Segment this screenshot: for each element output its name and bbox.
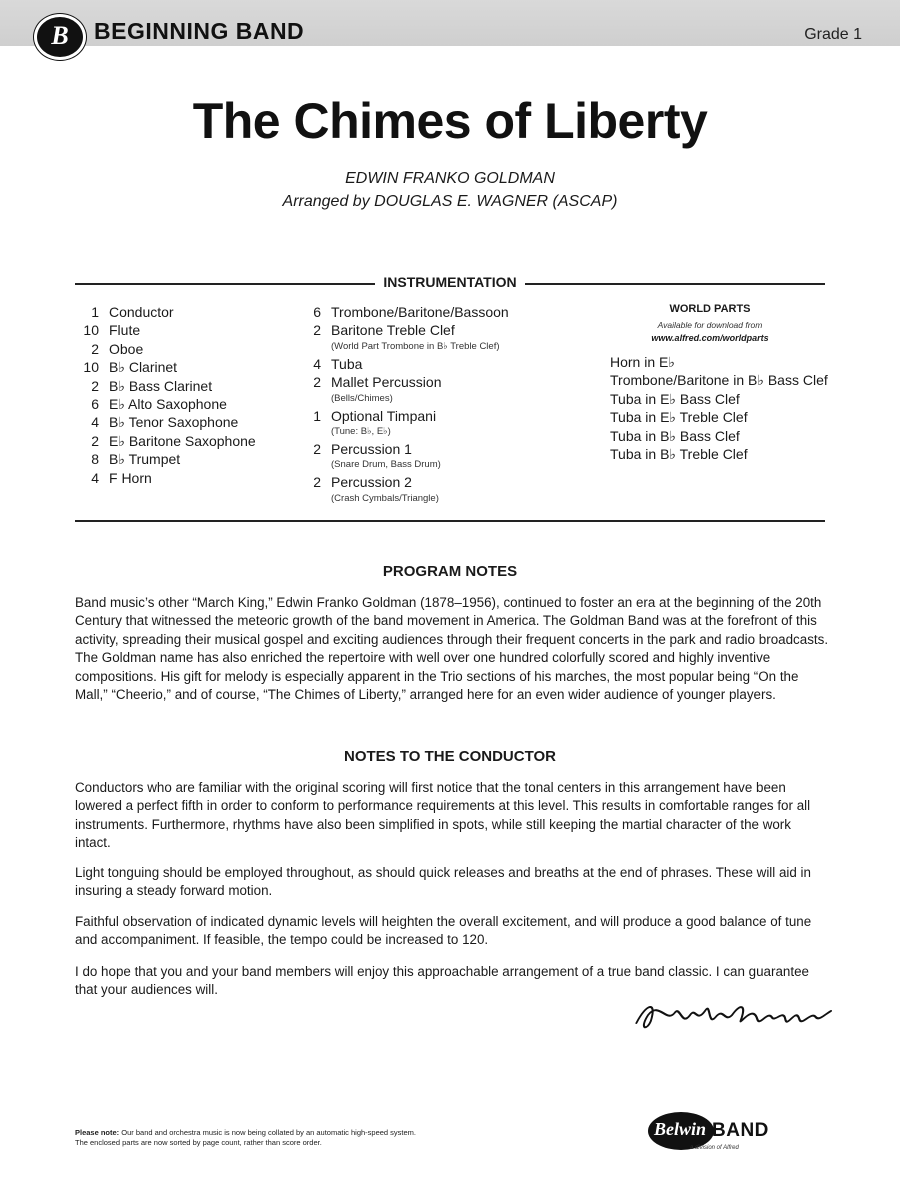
divider-bottom: [75, 520, 825, 522]
instrument-name: Percussion 2: [331, 474, 412, 491]
qty: 6: [313, 304, 321, 320]
signature: [629, 993, 839, 1038]
instrumentation-heading-text: INSTRUMENTATION: [375, 274, 524, 290]
program-notes-text: Band music’s other “March King,” Edwin Franko Goldman (1878–1956), continued to foster an era at the beginning of the 20th Century that witnessed the meteoric growth of the band movement in America. The Goldman Band was at the forefront of this activity, spreading their musical gospel and exciting audiences through their frequent concerts in the park and radio broadcasts. The Goldman name has also enriched the repertoire with well over one hundred colorfully scored and highly inventive compositions. His gift for melody is especially apparent in the Trio sections of his marches, the most popular being “On the Mall,” “Cheerio,” and of course, “The Chimes of Liberty,” arranged here for an even wider audience of younger players.: [75, 595, 829, 703]
instrumentation-heading: [0, 274, 900, 292]
logo-letter: B: [51, 21, 69, 50]
instrument-name: Percussion 1: [331, 440, 412, 457]
program-notes-heading: PROGRAM NOTES: [382, 563, 518, 580]
qty: 1: [91, 304, 99, 320]
instrument-name: Tuba: [331, 355, 363, 372]
instrument-list-col2: [297, 303, 509, 507]
belwin-band-word: BAND: [712, 1120, 769, 1141]
list-item: [75, 432, 256, 450]
series-label: BEGINNING BAND: [94, 18, 305, 44]
qty: 6: [91, 395, 99, 412]
list-item: Trombone/Baritone in B♭ Bass Clef: [610, 372, 828, 389]
list-item: [75, 377, 256, 395]
instrument-name: Optional Timpani: [331, 407, 437, 424]
list-item: [75, 321, 256, 339]
list-item: [297, 321, 509, 339]
list-item: Tuba in E♭ Treble Clef: [610, 409, 748, 426]
footer-note-line2: The enclosed parts are now sorted by page count, rather than score order.: [75, 1138, 322, 1147]
conductor-notes-p2: Light tonguing should be employed throughout, as should quick releases and breaths at the end of phrases. These will aid in insuring a steady forward motion.: [75, 865, 811, 899]
instrument-name: Oboe: [109, 340, 144, 357]
footer-note-label: Please note:: [75, 1128, 120, 1137]
instrument-name: F Horn: [109, 469, 152, 486]
qty: 2: [313, 322, 321, 339]
list-item: [75, 303, 256, 321]
footer-note-line1: Our band and orchestra music is now being collated by an automatic high-speed system.: [119, 1128, 417, 1137]
instrument-note: (Tune: B♭, E♭): [331, 425, 391, 437]
qty: 2: [91, 432, 99, 449]
page-title: The Chimes of Liberty: [192, 93, 708, 149]
list-item: Tuba in B♭ Treble Clef: [610, 445, 748, 462]
instrument-name: B♭ Bass Clarinet: [109, 377, 213, 394]
instrument-note: (Crash Cymbals/Triangle): [331, 492, 439, 504]
list-item: Horn in E♭: [610, 354, 675, 370]
qty: 1: [313, 407, 321, 424]
list-item: [297, 303, 509, 321]
world-parts-note: Available for download from: [657, 320, 763, 330]
instrument-name: E♭ Baritone Saxophone: [109, 432, 256, 449]
qty: 10: [83, 359, 99, 376]
grade-label: Grade 1: [804, 26, 862, 43]
instrument-note: (World Part Trombone in B♭ Treble Clef): [331, 340, 500, 352]
list-item: [75, 395, 256, 413]
conductor-notes-heading: NOTES TO THE CONDUCTOR: [344, 748, 556, 765]
list-item: Tuba in E♭ Bass Clef: [610, 390, 740, 407]
composer: EDWIN FRANKO GOLDMAN: [345, 170, 555, 187]
qty: 2: [313, 440, 321, 457]
conductor-notes-p3: Faithful observation of indicated dynamic levels will heighten the overall excitement, and will produce a good balance of tune and accompaniment. If feasible, the tempo could be increased to 120.: [75, 914, 812, 948]
list-item: [75, 450, 256, 468]
belwin-logo-text: Belwin: [654, 1119, 707, 1139]
instrument-name: Baritone Treble Clef: [331, 322, 455, 339]
list-item: [75, 413, 256, 431]
world-parts-url: www.alfred.com/worldparts: [651, 333, 769, 343]
instrument-name: B♭ Tenor Saxophone: [109, 414, 239, 431]
belwin-sub: a division of Alfred: [690, 1145, 739, 1151]
qty: 2: [91, 377, 99, 394]
instrument-name: Mallet Percussion: [331, 374, 442, 391]
list-item: [297, 473, 509, 491]
list-item: [75, 340, 256, 358]
instrument-note: (Bells/Chimes): [331, 392, 393, 404]
instrument-name: B♭ Clarinet: [109, 359, 178, 376]
publisher-logo-icon: [34, 14, 86, 60]
footer-note: [75, 1128, 416, 1148]
list-item: [297, 407, 509, 425]
list-item: [297, 440, 509, 458]
instrument-name: Trombone/Baritone/Bassoon: [331, 304, 509, 320]
list-item: [297, 355, 509, 373]
qty: 4: [91, 414, 99, 431]
qty: 2: [313, 474, 321, 491]
world-parts-title: WORLD PARTS: [669, 303, 751, 315]
world-parts-list: [610, 353, 828, 463]
instrument-name: Conductor: [109, 304, 174, 320]
arranger: Arranged by DOUGLAS E. WAGNER (ASCAP): [282, 193, 618, 210]
qty: 4: [91, 469, 99, 486]
list-item: [75, 469, 256, 487]
instrument-note: (Snare Drum, Bass Drum): [331, 459, 441, 471]
qty: 10: [83, 322, 99, 339]
instrument-name: B♭ Trumpet: [109, 451, 181, 468]
conductor-notes-p1: Conductors who are familiar with the original scoring will first notice that the tonal centers in this arrangement have been lowered a perfect fifth in order to conform to performance requirements at this level. This results in comfortable ranges for all instruments. Furthermore, rhythms have also been simplified in spots, while still keeping the martial character of the work intact.: [75, 780, 811, 851]
instrument-name: E♭ Alto Saxophone: [109, 395, 227, 412]
signature-icon: [629, 993, 839, 1038]
list-item: [297, 373, 509, 391]
qty: 4: [313, 355, 321, 372]
qty: 8: [91, 451, 99, 468]
list-item: Tuba in B♭ Bass Clef: [610, 427, 740, 444]
qty: 2: [313, 374, 321, 391]
qty: 2: [91, 340, 99, 357]
conductor-notes-p4: I do hope that you and your band members will enjoy this approachable arrangement of a true band classic. I can guarantee that your audiences will.: [75, 964, 809, 998]
list-item: [75, 358, 256, 376]
instrument-name: Flute: [109, 322, 141, 339]
instrument-list-col1: [75, 303, 256, 487]
belwin-band-logo: [648, 1112, 828, 1152]
